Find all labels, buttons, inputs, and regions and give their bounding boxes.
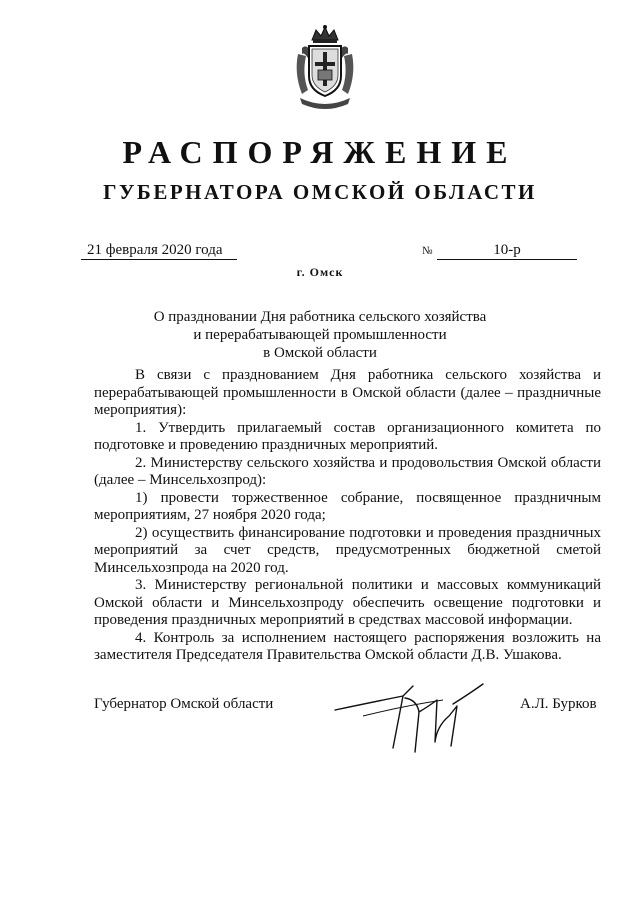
paragraph: 2) осуществить финансирование подготовки и проведения праздничных мероприятий за счет средств, предусмотренных бюджетной сметой Минсельхозпрода на 2020 год.: [94, 524, 601, 576]
document-subtitle: ГУБЕРНАТОРА ОМСКОЙ ОБЛАСТИ: [103, 180, 537, 204]
number-label: №: [422, 245, 433, 257]
document-title: РАСПОРЯЖЕНИЕ: [122, 134, 518, 170]
document-date: 21 февраля 2020 года: [81, 242, 237, 260]
paragraph: 1. Утвердить прилагаемый состав организационного комитета по подготовке и проведению праздничных мероприятий.: [94, 419, 601, 453]
paragraph: 2. Министерству сельского хозяйства и продовольствия Омской области (далее – Минсельхозпрод):: [94, 454, 601, 488]
paragraph: 4. Контроль за исполнением настоящего распоряжения возложить на заместителя Председателя Правительства Омской области Д.В. Ушакова.: [94, 629, 601, 663]
heading-line: и перерабатывающей промышленности: [193, 327, 447, 343]
document-body: [94, 367, 601, 665]
signer-position: Губернатор Омской области: [94, 696, 274, 712]
document-heading: [0, 308, 640, 362]
signer-name: А.Л. Бурков: [520, 696, 597, 712]
paragraph: 3. Министерству региональной политики и массовых коммуникаций Омской области и Минсельхозпроду обеспечить освещение подготовки и проведения праздничных мероприятий в средствах массовой информации.: [94, 577, 601, 628]
coat-of-arms-icon: [292, 24, 358, 110]
paragraph: В связи с празднованием Дня работника сельского хозяйства и перерабатывающей промышленности в Омской области (далее – праздничные мероприятия):: [94, 367, 601, 418]
heading-line: О праздновании Дня работника сельского хозяйства: [153, 309, 487, 325]
signature-image: [333, 676, 503, 756]
paragraph: 1) провести торжественное собрание, посвященное праздничным мероприятиям, 27 ноября 2020 года;: [94, 489, 601, 523]
document-city: г. Омск: [296, 265, 344, 279]
document-number: 10-р: [437, 242, 577, 260]
heading-line: в Омской области: [263, 345, 377, 361]
